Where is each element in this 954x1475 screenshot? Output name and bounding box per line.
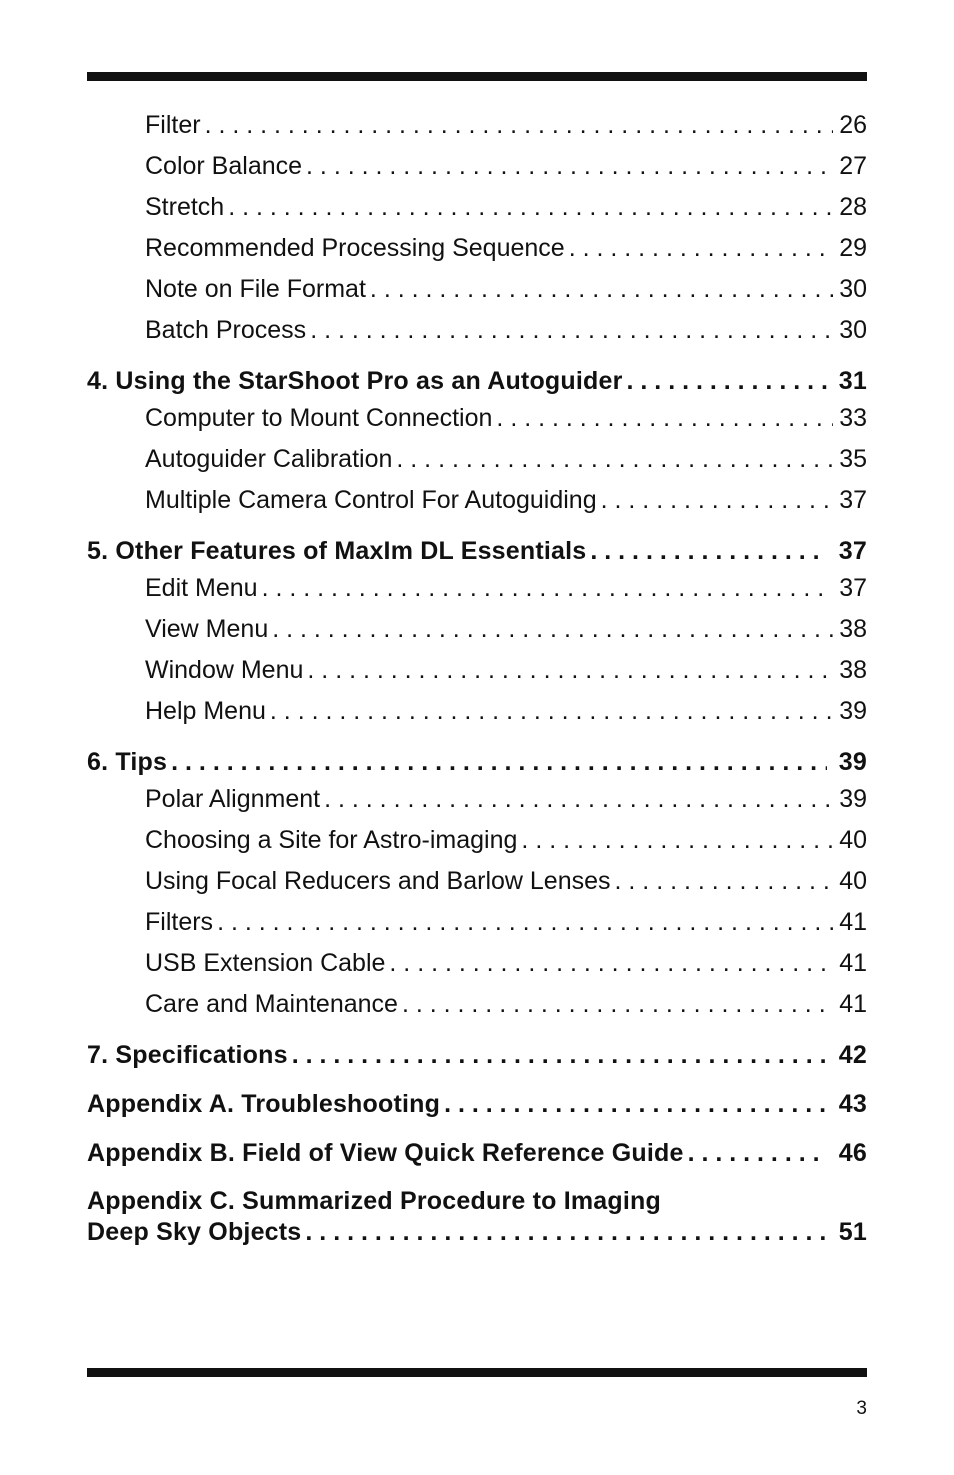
toc-entry-page: 28	[839, 193, 867, 221]
dot-leader	[310, 310, 833, 351]
toc-entry[interactable]	[87, 861, 867, 902]
toc-chapter-label: 6. Tips	[87, 748, 168, 776]
toc-appendix[interactable]	[87, 1137, 867, 1170]
toc-entry[interactable]	[87, 984, 867, 1025]
toc-entry-page: 40	[839, 826, 867, 854]
toc-chapter-page: 39	[838, 748, 867, 776]
toc-entry[interactable]	[87, 105, 867, 146]
dot-leader	[389, 943, 833, 984]
toc-entry-page: 37	[839, 574, 867, 602]
toc-entry-label: Choosing a Site for Astro-imaging	[145, 826, 518, 854]
toc-entry-page: 27	[839, 152, 867, 180]
dot-leader	[305, 1217, 827, 1248]
toc-entry-label: Autoguider Calibration	[145, 445, 393, 473]
dot-leader	[205, 105, 833, 146]
dot-leader	[270, 691, 833, 732]
dot-leader	[402, 984, 833, 1025]
dot-leader	[262, 568, 833, 609]
dot-leader	[272, 609, 833, 650]
toc-entry[interactable]	[87, 398, 867, 439]
dot-leader	[521, 820, 833, 861]
dot-leader	[496, 398, 833, 439]
dot-leader	[217, 902, 833, 943]
toc-chapter-label: 5. Other Features of MaxIm DL Essentials	[87, 537, 587, 565]
toc-entry[interactable]	[87, 480, 867, 521]
toc-entry-label: Computer to Mount Connection	[145, 404, 493, 432]
toc-chapter[interactable]	[87, 535, 867, 568]
toc-entry-label: Filter	[145, 111, 201, 139]
toc-entry[interactable]	[87, 609, 867, 650]
toc-entry[interactable]	[87, 650, 867, 691]
toc-entry[interactable]	[87, 439, 867, 480]
top-rule	[87, 72, 867, 81]
bottom-rule	[87, 1368, 867, 1377]
toc-entry-page: 30	[839, 275, 867, 303]
toc-chapter-page: 37	[838, 537, 867, 565]
toc-entry-label: Polar Alignment	[145, 785, 321, 813]
toc-entry-label: Edit Menu	[145, 574, 258, 602]
toc-appendix[interactable]	[87, 1088, 867, 1121]
dot-leader	[688, 1137, 827, 1170]
dot-leader	[396, 439, 833, 480]
toc-chapter[interactable]	[87, 746, 867, 779]
toc-chapter-label: 4. Using the StarShoot Pro as an Autoguider	[87, 367, 623, 395]
toc-entry-page: 35	[839, 445, 867, 473]
toc-appendix-page: 46	[838, 1139, 867, 1167]
toc-entry-label: USB Extension Cable	[145, 949, 386, 977]
toc-entry-page: 33	[839, 404, 867, 432]
toc-chapter-page: 42	[838, 1041, 867, 1069]
toc-entry-page: 41	[839, 949, 867, 977]
toc-entry-label: Note on File Format	[145, 275, 366, 303]
toc-entry-label: Color Balance	[145, 152, 303, 180]
toc-entry[interactable]	[87, 146, 867, 187]
toc-entry-page: 26	[839, 111, 867, 139]
toc-entry[interactable]	[87, 568, 867, 609]
dot-leader	[292, 1039, 827, 1072]
toc-entry-page: 41	[839, 908, 867, 936]
toc-chapter[interactable]	[87, 1039, 867, 1072]
toc-entry-label: Stretch	[145, 193, 225, 221]
toc-entry-page: 39	[839, 785, 867, 813]
toc-entry-page: 40	[839, 867, 867, 895]
toc-chapter-page: 31	[838, 367, 867, 395]
dot-leader	[228, 187, 833, 228]
toc-entry[interactable]	[87, 691, 867, 732]
dot-leader	[306, 146, 833, 187]
toc-appendix[interactable]	[87, 1186, 867, 1248]
toc-entry-label: Multiple Camera Control For Autoguiding	[145, 486, 597, 514]
toc-entry[interactable]	[87, 187, 867, 228]
toc-appendix-label-line2: Deep Sky Objects	[87, 1218, 302, 1246]
toc-entry[interactable]	[87, 943, 867, 984]
toc-appendix-page: 43	[838, 1090, 867, 1118]
toc-entry-page: 41	[839, 990, 867, 1018]
toc-entry[interactable]	[87, 310, 867, 351]
toc-appendix-label-line1: Appendix C. Summarized Procedure to Imaging	[87, 1187, 661, 1215]
toc-appendix-page: 51	[838, 1218, 867, 1246]
toc-entry-page: 39	[839, 697, 867, 725]
dot-leader	[601, 480, 833, 521]
toc-appendix-label: Appendix A. Troubleshooting	[87, 1090, 441, 1118]
toc-entry-page: 29	[839, 234, 867, 262]
dot-leader	[444, 1088, 827, 1121]
toc-entry[interactable]	[87, 779, 867, 820]
toc-entry-label: Care and Maintenance	[145, 990, 398, 1018]
table-of-contents	[87, 105, 867, 1248]
page-number: 3	[856, 1398, 867, 1419]
toc-entry-label: Batch Process	[145, 316, 307, 344]
toc-entry-page: 30	[839, 316, 867, 344]
dot-leader	[569, 228, 833, 269]
toc-entry-label: View Menu	[145, 615, 269, 643]
toc-entry-page: 38	[839, 615, 867, 643]
toc-chapter-label: 7. Specifications	[87, 1041, 288, 1069]
dot-leader	[171, 746, 827, 779]
dot-leader	[627, 365, 827, 398]
toc-entry[interactable]	[87, 902, 867, 943]
toc-chapter[interactable]	[87, 365, 867, 398]
toc-entry-page: 37	[839, 486, 867, 514]
dot-leader	[590, 535, 827, 568]
toc-entry-label: Filters	[145, 908, 214, 936]
dot-leader	[307, 650, 833, 691]
toc-entry[interactable]	[87, 820, 867, 861]
dot-leader	[370, 269, 833, 310]
toc-entry-label: Recommended Processing Sequence	[145, 234, 565, 262]
toc-entry-label: Help Menu	[145, 697, 266, 725]
dot-leader	[324, 779, 833, 820]
toc-entry-label: Using Focal Reducers and Barlow Lenses	[145, 867, 611, 895]
toc-appendix-label: Appendix B. Field of View Quick Reference Guide	[87, 1139, 684, 1167]
toc-entry[interactable]	[87, 269, 867, 310]
toc-entry-label: Window Menu	[145, 656, 304, 684]
dot-leader	[615, 861, 833, 902]
toc-entry[interactable]	[87, 228, 867, 269]
toc-entry-page: 38	[839, 656, 867, 684]
